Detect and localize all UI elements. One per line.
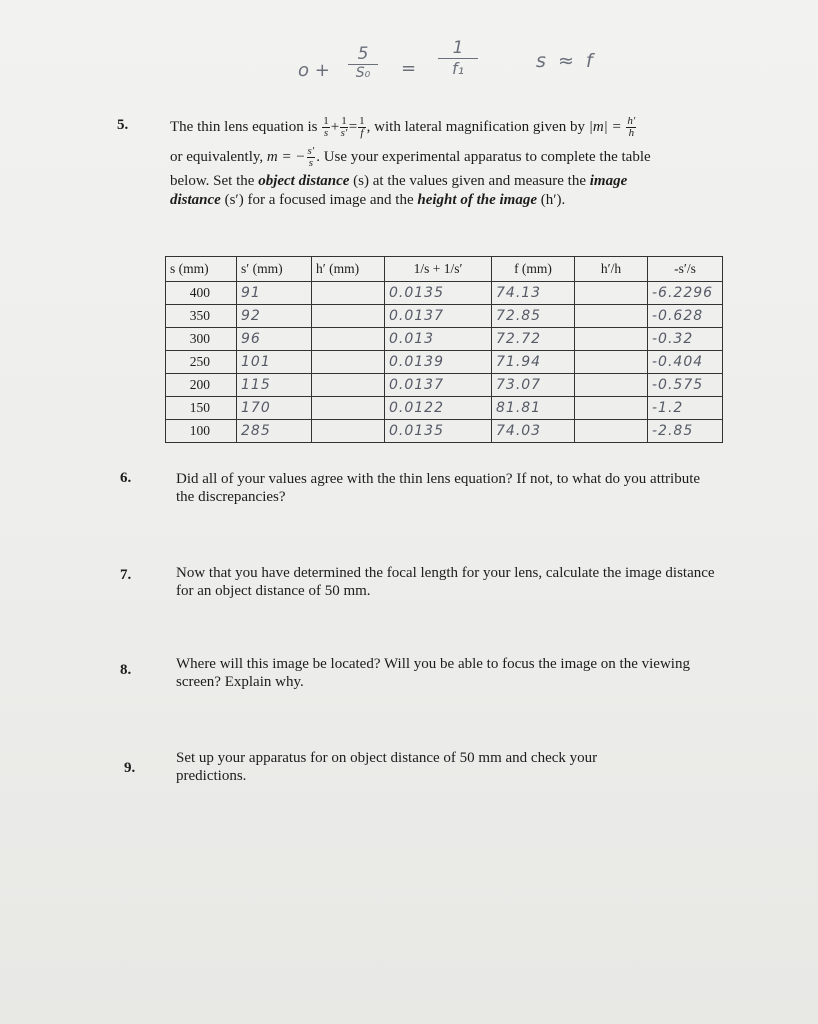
- m-equation: m = −: [266, 149, 306, 165]
- header-f: f (mm): [492, 257, 575, 282]
- scribble-frac1-num: 5: [357, 44, 369, 64]
- cell-h-ratio: [575, 374, 648, 397]
- handwritten-equation: [298, 38, 658, 114]
- question-8-number: 8.: [120, 662, 132, 678]
- cell-inverse-sum: 0.0135: [385, 420, 492, 443]
- header-h-prime: h′ (mm): [312, 257, 385, 282]
- cell-s-prime: 285: [237, 420, 312, 443]
- scribble-frac1-den: S₀: [355, 65, 371, 81]
- scribble-fraction-2: [438, 38, 478, 78]
- q5-line1-start: The thin lens equation is: [170, 119, 318, 135]
- eq-frac-1-over-s: $\frac{1}{s}$: [323, 115, 329, 140]
- cell-inverse-sum: 0.0137: [385, 374, 492, 397]
- cell-f: 72.85: [492, 305, 575, 328]
- cell-f: 71.94: [492, 351, 575, 374]
- cell-h-prime: [312, 374, 385, 397]
- header-s: s (mm): [166, 257, 237, 282]
- eq-frac-hprime-over-h: $\frac{h'}{h}$: [627, 115, 636, 140]
- table-row: [166, 328, 723, 351]
- cell-neg-s-ratio: -0.628: [648, 305, 723, 328]
- table-row: [166, 282, 723, 305]
- cell-s-prime: 92: [237, 305, 312, 328]
- cell-f: 81.81: [492, 397, 575, 420]
- cell-s-prime: 101: [237, 351, 312, 374]
- question-7-number: 7.: [120, 567, 132, 583]
- scribble-fraction-1: [348, 44, 378, 81]
- question-5-line-1: The thin lens equation is $\frac{1}{s}$ + $\frac{1}{s'}$ = $\frac{1}{f}$ , with lateral magnification given by |m| = $\frac{h'}{h}$: [170, 115, 636, 140]
- question-5-text: [170, 112, 730, 210]
- table-row: [166, 305, 723, 328]
- cell-f: 72.72: [492, 328, 575, 351]
- cell-s-prime: 91: [237, 282, 312, 305]
- question-6-text: Did all of your values agree with the thin lens equation? If not, to what do you attribute the discrepancies?: [176, 471, 701, 505]
- eq-frac-1-over-sprime: $\frac{1}{s'}$: [340, 115, 348, 140]
- table-row: [166, 351, 723, 374]
- cell-h-prime: [312, 328, 385, 351]
- q5-line2-start: or equivalently,: [170, 149, 264, 165]
- question-9-number: 9.: [124, 760, 136, 776]
- cell-neg-s-ratio: -0.575: [648, 374, 723, 397]
- cell-inverse-sum: 0.0122: [385, 397, 492, 420]
- cell-inverse-sum: 0.013: [385, 328, 492, 351]
- cell-neg-s-ratio: -1.2: [648, 397, 723, 420]
- scribble-equals: =: [401, 58, 417, 79]
- header-neg-s-ratio: -s′/s: [648, 257, 723, 282]
- cell-s: 150: [166, 397, 237, 420]
- cell-s-prime: 170: [237, 397, 312, 420]
- cell-s: 400: [166, 282, 237, 305]
- cell-f: 74.03: [492, 420, 575, 443]
- cell-s: 100: [166, 420, 237, 443]
- cell-f: 73.07: [492, 374, 575, 397]
- cell-inverse-sum: 0.0137: [385, 305, 492, 328]
- question-8-text: Where will this image be located? Will you be able to focus the image on the viewing screen? Explain why.: [176, 656, 690, 690]
- lens-data-table: [165, 256, 723, 443]
- cell-neg-s-ratio: -0.32: [648, 328, 723, 351]
- cell-s: 300: [166, 328, 237, 351]
- eq-frac-sprime-over-s: $\frac{s'}{s}$: [307, 145, 315, 170]
- cell-s-prime: 96: [237, 328, 312, 351]
- table-row: [166, 397, 723, 420]
- question-5-line-2: or equivalently, m = − $\frac{s'}{s}$ . Use your experimental apparatus to complete the table: [170, 145, 651, 170]
- cell-neg-s-ratio: -2.85: [648, 420, 723, 443]
- cell-f: 74.13: [492, 282, 575, 305]
- cell-inverse-sum: 0.0135: [385, 282, 492, 305]
- cell-neg-s-ratio: -6.2296: [648, 282, 723, 305]
- header-s-prime: s′ (mm): [237, 257, 312, 282]
- table-row: [166, 374, 723, 397]
- table-row: [166, 420, 723, 443]
- cell-h-ratio: [575, 305, 648, 328]
- table-header-row: [166, 257, 723, 282]
- cell-s: 350: [166, 305, 237, 328]
- cell-s-prime: 115: [237, 374, 312, 397]
- q5-line2-end: Use your experimental apparatus to complete the table: [323, 149, 651, 165]
- question-5-number: 5.: [117, 117, 129, 133]
- cell-h-prime: [312, 305, 385, 328]
- cell-h-prime: [312, 420, 385, 443]
- question-7-text: Now that you have determined the focal length for your lens, calculate the image distance for an object distance of 50 mm.: [176, 565, 715, 599]
- cell-h-ratio: [575, 328, 648, 351]
- cell-s: 200: [166, 374, 237, 397]
- cell-h-prime: [312, 282, 385, 305]
- scribble-prefix: o +: [298, 60, 330, 81]
- header-h-ratio: h′/h: [575, 257, 648, 282]
- question-9-text: Set up your apparatus for on object distance of 50 mm and check your predictions.: [176, 750, 598, 784]
- cell-h-prime: [312, 351, 385, 374]
- q5-line1-end: , with lateral magnification given by: [366, 119, 585, 135]
- question-5-line-4: distance (s′) for a focused image and the height of the image (h′).: [170, 192, 566, 208]
- cell-h-ratio: [575, 397, 648, 420]
- question-5-line-3: below. Set the object distance (s) at the values given and measure the image: [170, 173, 628, 189]
- scribble-frac2-num: 1: [452, 38, 464, 58]
- magnification-lhs: |m| =: [588, 119, 622, 135]
- scribble-right-note: s ≈ f: [536, 50, 596, 72]
- cell-neg-s-ratio: -0.404: [648, 351, 723, 374]
- cell-inverse-sum: 0.0139: [385, 351, 492, 374]
- cell-h-prime: [312, 397, 385, 420]
- cell-h-ratio: [575, 420, 648, 443]
- cell-s: 250: [166, 351, 237, 374]
- scribble-frac2-den: f₁: [451, 59, 465, 78]
- header-inverse-sum: 1/s + 1/s′: [385, 257, 492, 282]
- cell-h-ratio: [575, 351, 648, 374]
- question-6-number: 6.: [120, 470, 132, 486]
- eq-frac-1-over-f: $\frac{1}{f}$: [359, 115, 365, 140]
- cell-h-ratio: [575, 282, 648, 305]
